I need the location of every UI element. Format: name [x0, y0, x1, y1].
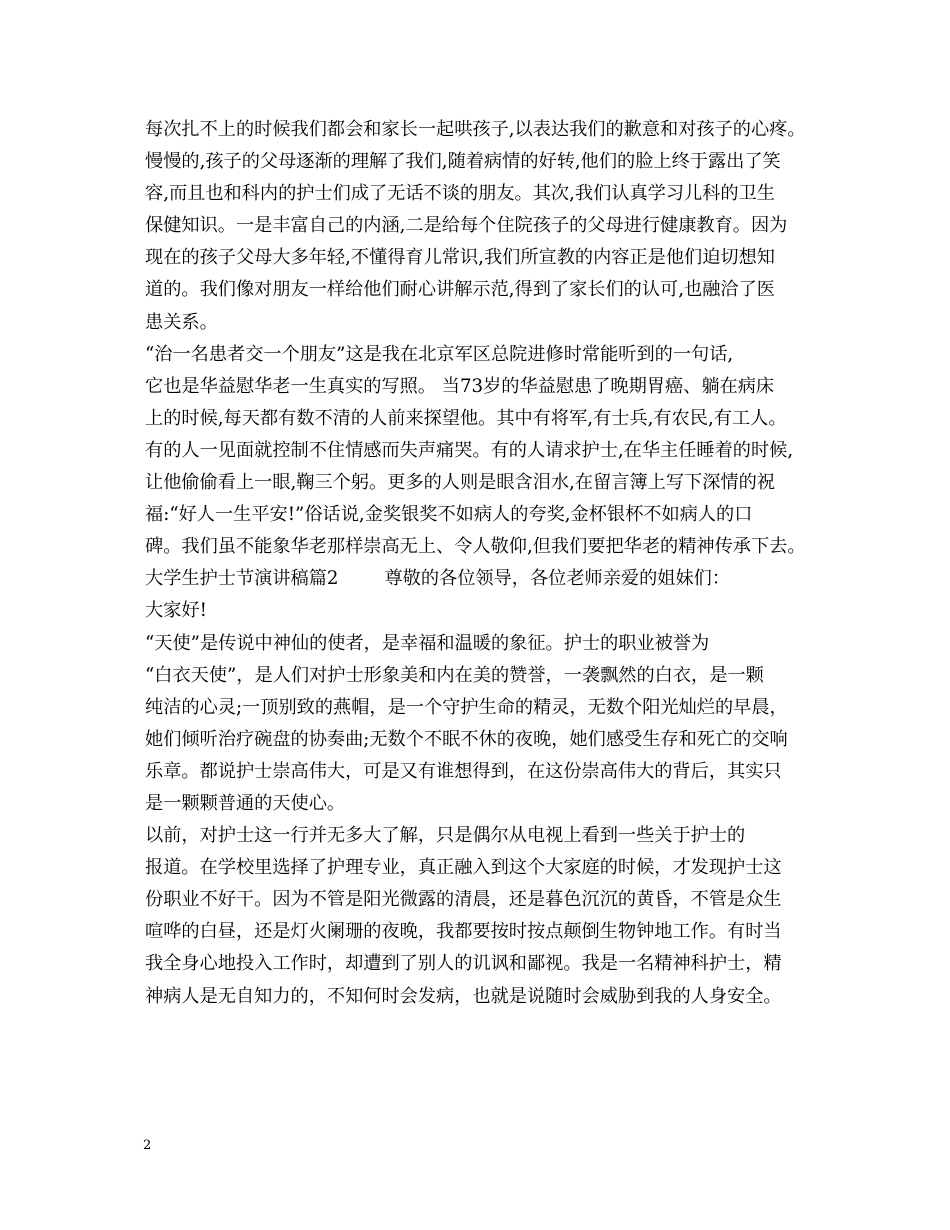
text-line: 份职业不好干。因为不管是阳光微露的清晨，还是暮色沉沉的黄昏，不管是众生: [145, 889, 782, 911]
text-line: “治一名患者交一个朋友”这是我在北京军区总院进修时常能听到的一句话,: [145, 343, 734, 365]
greeting-line: 大家好!: [145, 600, 207, 622]
text-line: 纯洁的心灵;一顶别致的燕帽，是一个守护生命的精灵，无数个阳光灿烂的早晨，: [145, 696, 788, 718]
text-line: “白衣天使”，是人们对护士形象美和内在美的赞誉，一袭飘然的白衣，是一颗: [145, 664, 764, 686]
text-line: 现在的孩子父母大多年轻,不懂得育儿常识,我们所宣教的内容正是他们迫切想知: [145, 247, 775, 269]
text-line: 道的。我们像对朋友一样给他们耐心讲解示范,得到了家长们的认可,也融洽了医: [145, 279, 775, 301]
section-heading: [145, 563, 845, 595]
section-salutation: 尊敬的各位领导，各位老师亲爱的姐妹们：: [384, 568, 731, 590]
text-line: 福:“好人一生平安!”俗话说,金奖银奖不如病人的夸奖,金杯银杯不如病人的口: [145, 504, 753, 526]
text-line: 每次扎不上的时候我们都会和家长一起哄孩子,以表达我们的歉意和对孩子的心疼。: [145, 119, 806, 140]
text-line: “天使”是传说中神仙的使者，是幸福和温暖的象征。护士的职业被誉为: [145, 632, 710, 654]
text-line: 容,而且也和科内的护士们成了无话不谈的朋友。其次,我们认真学习儿科的卫生: [145, 183, 775, 205]
text-line: 患关系。: [145, 311, 218, 333]
text-line: 它也是华益慰华老一生真实的写照。 当73岁的华益慰患了晚期胃癌、躺在病床: [145, 375, 775, 397]
text-line: 有的人一见面就控制不住情感而失声痛哭。有的人请求护士,在华主任睡着的时候,: [145, 439, 794, 461]
document-body: [145, 114, 845, 1013]
text-line: 乐章。都说护士崇高伟大，可是又有谁想得到，在这份崇高伟大的背后，其实只: [145, 760, 782, 782]
text-line: 喧哗的白昼，还是灯火阑珊的夜晚，我都要按时按点颠倒生物钟地工作。有时当: [145, 921, 782, 943]
text-line: 她们倾听治疗碗盘的协奏曲;无数个不眠不休的夜晚，她们感受生存和死亡的交响: [145, 728, 788, 750]
text-line: 报道。在学校里选择了护理专业，真正融入到这个大家庭的时候，才发现护士这: [145, 857, 782, 879]
text-line: 神病人是无自知力的，不知何时会发病，也就是说随时会威胁到我的人身安全。: [145, 985, 782, 1007]
text-line: 我全身心地投入工作时，却遭到了别人的讥讽和鄙视。我是一名精神科护士，精: [145, 953, 782, 975]
text-line: 碑。我们虽不能象华老那样崇高无上、令人敬仰,但我们要把华老的精神传承下去。: [145, 536, 806, 558]
text-line: 以前，对护士这一行并无多大了解，只是偶尔从电视上看到一些关于护士的: [145, 825, 746, 847]
text-line: 是一颗颗普通的天使心。: [145, 792, 346, 814]
text-line: 保健知识。一是丰富自己的内涵,二是给每个住院孩子的父母进行健康教育。因为: [145, 215, 788, 237]
section-title: 大学生护士节演讲稿篇2: [145, 568, 339, 590]
text-line: 慢慢的,孩子的父母逐渐的理解了我们,随着病情的好转,他们的脸上终于露出了笑: [145, 151, 781, 173]
page-number: 2: [143, 1138, 152, 1153]
text-line: 上的时候,每天都有数不清的人前来探望他。其中有将军,有士兵,有农民,有工人。: [145, 407, 787, 429]
text-line: 让他偷偷看上一眼,鞠三个躬。更多的人则是眼含泪水,在留言簿上写下深情的祝: [145, 472, 775, 494]
